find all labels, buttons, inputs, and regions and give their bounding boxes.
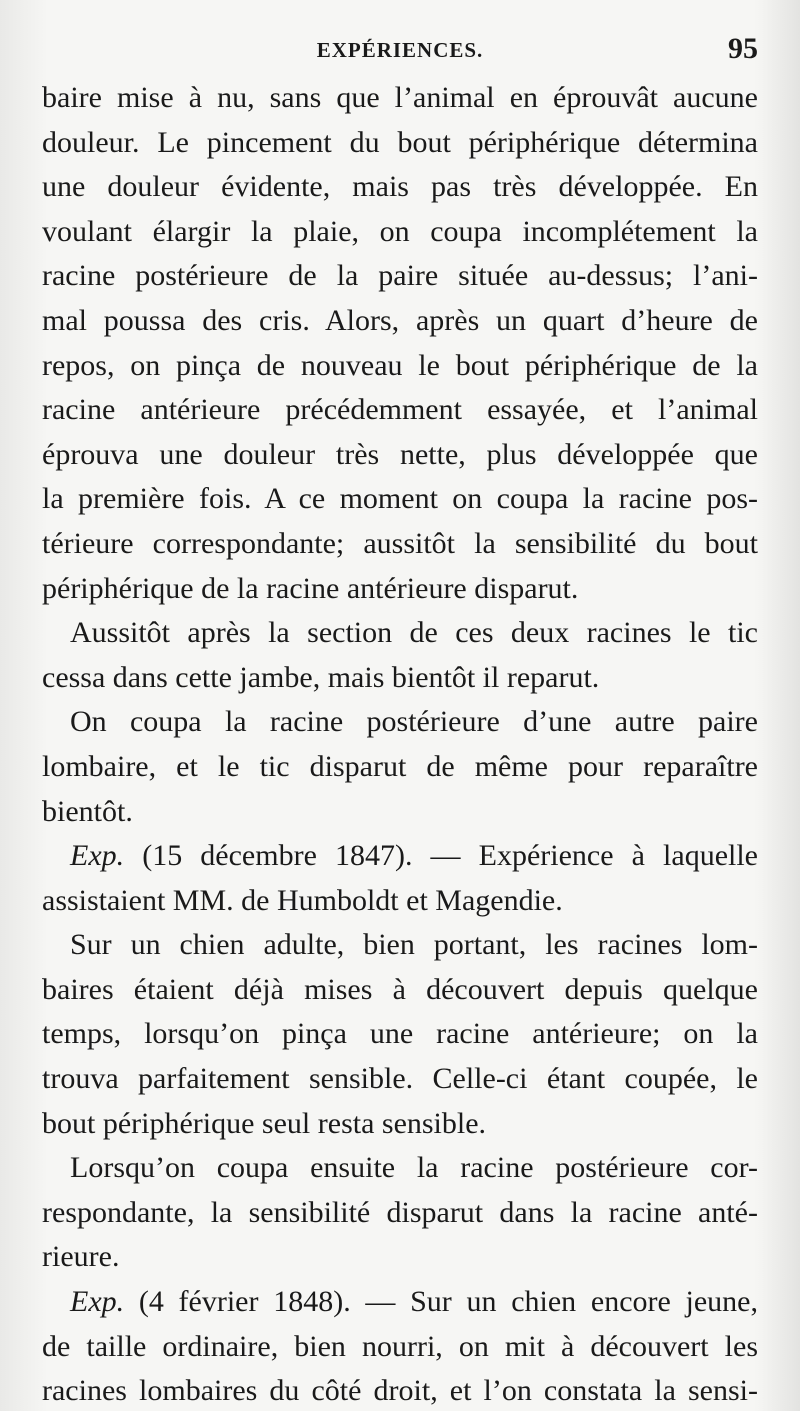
text-line	[42, 299, 758, 344]
line-text: racines lombaires du côté droit, et l’on constata la sensi-	[42, 1374, 758, 1408]
line-text: On coupa la racine postérieure d’une autre paire	[70, 705, 758, 739]
text-line	[42, 76, 758, 121]
line-text: Aussitôt après la section de ces deux racines le tic	[70, 616, 758, 650]
text-line	[42, 477, 758, 522]
line-text: temps, lorsqu’on pinça une racine antérieure; on la	[42, 1017, 758, 1051]
line-text: racine antérieure précédemment essayée, et l’animal	[42, 393, 758, 427]
line-text: baire mise à nu, sans que l’animal en éprouvât aucune	[42, 81, 758, 114]
text-line	[42, 388, 758, 433]
line-text: respondante, la sensibilité disparut dans la racine anté-	[42, 1195, 758, 1229]
line-text: éprouva une douleur très nette, plus développée que	[42, 437, 758, 471]
line-text: périphérique de la racine antérieure disparut.	[42, 571, 579, 605]
text-line	[42, 433, 758, 478]
text-line	[42, 1146, 758, 1191]
text-line	[42, 1102, 758, 1147]
text-line	[42, 121, 758, 166]
text-line	[42, 344, 758, 389]
text-line	[42, 210, 758, 255]
line-text: rieure.	[42, 1240, 120, 1274]
line-text: cessa dans cette jambe, mais bientôt il reparut.	[42, 660, 600, 694]
line-text: Lorsqu’on coupa ensuite la racine postérieure cor-	[70, 1151, 758, 1185]
line-text: bout périphérique seul resta sensible.	[42, 1106, 487, 1140]
line-text: de taille ordinaire, bien nourri, on mit à découvert les	[42, 1329, 758, 1363]
text-line	[42, 1235, 758, 1280]
text-line	[42, 790, 758, 835]
text-line	[42, 745, 758, 790]
line-text: voulant élargir la plaie, on coupa incomplétement la	[42, 214, 758, 248]
page-edge-shadow	[760, 0, 800, 1411]
text-line	[42, 522, 758, 567]
line-text: mal poussa des cris. Alors, après un quart d’heure de	[42, 303, 758, 337]
line-text: lombaire, et le tic disparut de même pour reparaître	[42, 749, 758, 783]
text-line	[42, 879, 758, 924]
experiment-label: Exp.	[70, 1285, 125, 1319]
text-line	[42, 834, 758, 879]
text-line	[42, 700, 758, 745]
text-line	[42, 968, 758, 1013]
text-line	[42, 656, 758, 701]
line-text: (15 décembre 1847). — Expérience à laquelle	[124, 839, 758, 873]
line-text: trouva parfaitement sensible. Celle-ci étant coupée, le	[42, 1062, 758, 1096]
line-text: repos, on pinça de nouveau le bout périphérique de la	[42, 348, 758, 382]
text-line	[42, 254, 758, 299]
text-line	[42, 611, 758, 656]
experiment-label: Exp.	[70, 839, 125, 873]
line-text: térieure correspondante; aussitôt la sensibilité du bout	[42, 526, 758, 560]
text-line	[42, 1325, 758, 1370]
line-text: racine postérieure de la paire située au-dessus; l’ani-	[42, 259, 758, 293]
line-text: (4 février 1848). — Sur un chien encore jeune,	[124, 1285, 758, 1319]
page-header	[42, 32, 758, 72]
text-line	[42, 567, 758, 612]
running-head: EXPÉRIENCES.	[316, 38, 484, 62]
text-line	[42, 1369, 758, 1411]
line-text: douleur. Le pincement du bout périphérique détermina	[42, 125, 758, 159]
body-text	[42, 76, 758, 1411]
text-line	[42, 923, 758, 968]
page-number: 95	[728, 32, 758, 65]
text-line	[42, 1280, 758, 1325]
line-text: baires étaient déjà mises à découvert depuis quelque	[42, 972, 758, 1006]
text-line	[42, 165, 758, 210]
line-text: Sur un chien adulte, bien portant, les racines lom-	[70, 928, 758, 962]
line-text: la première fois. A ce moment on coupa la racine pos-	[42, 482, 758, 516]
line-text: bientôt.	[42, 794, 133, 828]
text-line	[42, 1057, 758, 1102]
line-text: assistaient MM. de Humboldt et Magendie.	[42, 883, 563, 917]
text-line	[42, 1191, 758, 1236]
text-line	[42, 1012, 758, 1057]
line-text: une douleur évidente, mais pas très développée. En	[42, 170, 758, 204]
